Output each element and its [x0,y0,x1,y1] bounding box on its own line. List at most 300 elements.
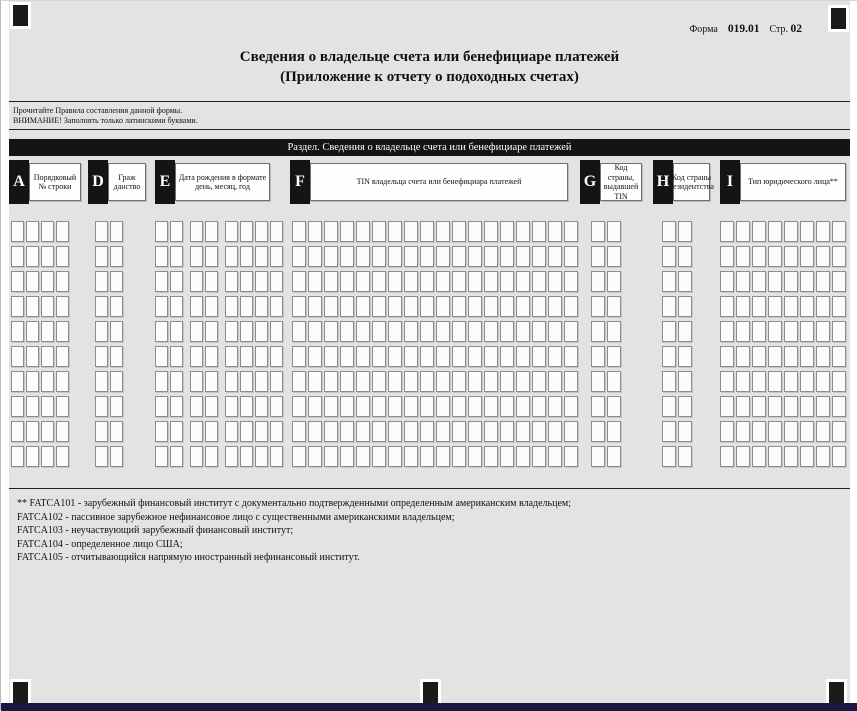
char-box[interactable] [720,396,734,417]
char-box[interactable] [516,296,530,317]
char-box[interactable] [324,321,338,342]
char-box[interactable] [95,421,108,442]
char-box[interactable] [532,371,546,392]
char-box[interactable] [500,346,514,367]
char-box[interactable] [95,296,108,317]
char-box[interactable] [26,371,39,392]
char-box[interactable] [356,371,370,392]
char-box[interactable] [155,296,168,317]
char-box[interactable] [205,246,218,267]
char-box[interactable] [678,221,692,242]
char-box[interactable] [308,396,322,417]
char-box[interactable] [240,446,253,467]
char-box[interactable] [548,296,562,317]
char-box[interactable] [95,246,108,267]
char-box[interactable] [800,346,814,367]
char-box[interactable] [324,446,338,467]
char-box[interactable] [292,271,306,292]
char-box[interactable] [548,346,562,367]
char-box[interactable] [324,221,338,242]
char-box[interactable] [404,321,418,342]
char-box[interactable] [484,321,498,342]
char-box[interactable] [225,371,238,392]
char-box[interactable] [607,221,621,242]
char-box[interactable] [784,346,798,367]
char-box[interactable] [452,271,466,292]
char-box[interactable] [255,271,268,292]
char-box[interactable] [607,371,621,392]
char-box[interactable] [678,421,692,442]
char-box[interactable] [564,446,578,467]
char-box[interactable] [388,296,402,317]
char-box[interactable] [324,421,338,442]
char-box[interactable] [356,421,370,442]
char-box[interactable] [292,421,306,442]
char-box[interactable] [484,246,498,267]
char-box[interactable] [752,321,766,342]
char-box[interactable] [607,396,621,417]
char-box[interactable] [832,321,846,342]
char-box[interactable] [564,321,578,342]
char-box[interactable] [662,321,676,342]
char-box[interactable] [516,371,530,392]
char-box[interactable] [591,321,605,342]
char-box[interactable] [240,321,253,342]
char-box[interactable] [564,346,578,367]
char-box[interactable] [308,296,322,317]
char-box[interactable] [500,321,514,342]
char-box[interactable] [752,246,766,267]
char-box[interactable] [388,321,402,342]
char-box[interactable] [205,396,218,417]
char-box[interactable] [678,321,692,342]
char-box[interactable] [832,221,846,242]
char-box[interactable] [270,246,283,267]
char-box[interactable] [736,271,750,292]
char-box[interactable] [736,246,750,267]
char-box[interactable] [11,271,24,292]
char-box[interactable] [736,446,750,467]
char-box[interactable] [292,221,306,242]
char-box[interactable] [340,271,354,292]
char-box[interactable] [308,446,322,467]
char-box[interactable] [436,446,450,467]
char-box[interactable] [110,296,123,317]
char-box[interactable] [95,446,108,467]
char-box[interactable] [26,421,39,442]
char-box[interactable] [591,271,605,292]
char-box[interactable] [155,246,168,267]
char-box[interactable] [372,421,386,442]
char-box[interactable] [678,446,692,467]
char-box[interactable] [255,296,268,317]
char-box[interactable] [308,221,322,242]
char-box[interactable] [110,446,123,467]
char-box[interactable] [816,246,830,267]
char-box[interactable] [110,421,123,442]
char-box[interactable] [110,271,123,292]
char-box[interactable] [270,271,283,292]
char-box[interactable] [292,446,306,467]
char-box[interactable] [720,321,734,342]
char-box[interactable] [720,296,734,317]
char-box[interactable] [532,321,546,342]
char-box[interactable] [324,271,338,292]
char-box[interactable] [420,296,434,317]
char-box[interactable] [720,421,734,442]
char-box[interactable] [484,271,498,292]
char-box[interactable] [678,271,692,292]
char-box[interactable] [436,371,450,392]
char-box[interactable] [404,221,418,242]
char-box[interactable] [372,321,386,342]
char-box[interactable] [516,446,530,467]
char-box[interactable] [816,421,830,442]
char-box[interactable] [816,396,830,417]
char-box[interactable] [452,221,466,242]
char-box[interactable] [110,221,123,242]
char-box[interactable] [240,271,253,292]
char-box[interactable] [190,221,203,242]
char-box[interactable] [41,446,54,467]
char-box[interactable] [255,396,268,417]
char-box[interactable] [532,396,546,417]
char-box[interactable] [484,346,498,367]
char-box[interactable] [516,396,530,417]
char-box[interactable] [340,221,354,242]
char-box[interactable] [41,346,54,367]
char-box[interactable] [484,296,498,317]
char-box[interactable] [95,271,108,292]
char-box[interactable] [468,421,482,442]
char-box[interactable] [240,396,253,417]
char-box[interactable] [736,221,750,242]
char-box[interactable] [784,246,798,267]
char-box[interactable] [720,446,734,467]
char-box[interactable] [768,396,782,417]
char-box[interactable] [548,396,562,417]
char-box[interactable] [270,296,283,317]
char-box[interactable] [752,446,766,467]
char-box[interactable] [155,371,168,392]
char-box[interactable] [548,271,562,292]
char-box[interactable] [95,371,108,392]
char-box[interactable] [190,371,203,392]
char-box[interactable] [170,246,183,267]
char-box[interactable] [292,321,306,342]
char-box[interactable] [308,421,322,442]
char-box[interactable] [548,371,562,392]
char-box[interactable] [155,321,168,342]
char-box[interactable] [564,296,578,317]
char-box[interactable] [784,396,798,417]
char-box[interactable] [170,371,183,392]
char-box[interactable] [372,296,386,317]
char-box[interactable] [255,421,268,442]
char-box[interactable] [500,246,514,267]
char-box[interactable] [768,321,782,342]
char-box[interactable] [205,346,218,367]
char-box[interactable] [170,271,183,292]
char-box[interactable] [340,321,354,342]
char-box[interactable] [564,246,578,267]
char-box[interactable] [452,296,466,317]
char-box[interactable] [832,421,846,442]
char-box[interactable] [816,271,830,292]
char-box[interactable] [270,346,283,367]
char-box[interactable] [768,446,782,467]
char-box[interactable] [41,396,54,417]
char-box[interactable] [190,421,203,442]
char-box[interactable] [532,296,546,317]
char-box[interactable] [564,371,578,392]
char-box[interactable] [340,296,354,317]
char-box[interactable] [452,371,466,392]
char-box[interactable] [752,371,766,392]
char-box[interactable] [832,346,846,367]
char-box[interactable] [190,346,203,367]
char-box[interactable] [255,321,268,342]
char-box[interactable] [404,271,418,292]
char-box[interactable] [56,396,69,417]
char-box[interactable] [110,321,123,342]
char-box[interactable] [225,421,238,442]
char-box[interactable] [388,246,402,267]
char-box[interactable] [420,271,434,292]
char-box[interactable] [324,396,338,417]
char-box[interactable] [662,396,676,417]
char-box[interactable] [832,271,846,292]
char-box[interactable] [564,421,578,442]
char-box[interactable] [356,321,370,342]
char-box[interactable] [500,371,514,392]
char-box[interactable] [678,396,692,417]
char-box[interactable] [292,296,306,317]
char-box[interactable] [340,446,354,467]
char-box[interactable] [516,346,530,367]
char-box[interactable] [832,296,846,317]
char-box[interactable] [607,346,621,367]
char-box[interactable] [240,221,253,242]
char-box[interactable] [436,321,450,342]
char-box[interactable] [800,296,814,317]
char-box[interactable] [452,346,466,367]
char-box[interactable] [736,346,750,367]
char-box[interactable] [720,346,734,367]
char-box[interactable] [155,396,168,417]
char-box[interactable] [816,321,830,342]
char-box[interactable] [736,321,750,342]
char-box[interactable] [41,221,54,242]
char-box[interactable] [240,246,253,267]
char-box[interactable] [452,446,466,467]
char-box[interactable] [41,421,54,442]
char-box[interactable] [26,396,39,417]
char-box[interactable] [170,296,183,317]
char-box[interactable] [468,296,482,317]
char-box[interactable] [404,396,418,417]
char-box[interactable] [436,246,450,267]
char-box[interactable] [292,371,306,392]
char-box[interactable] [500,296,514,317]
char-box[interactable] [205,271,218,292]
char-box[interactable] [662,246,676,267]
char-box[interactable] [752,421,766,442]
char-box[interactable] [388,346,402,367]
char-box[interactable] [816,296,830,317]
char-box[interactable] [436,421,450,442]
char-box[interactable] [468,246,482,267]
char-box[interactable] [404,296,418,317]
char-box[interactable] [784,221,798,242]
char-box[interactable] [591,396,605,417]
char-box[interactable] [816,446,830,467]
char-box[interactable] [270,371,283,392]
char-box[interactable] [110,246,123,267]
char-box[interactable] [832,246,846,267]
char-box[interactable] [768,371,782,392]
char-box[interactable] [56,321,69,342]
char-box[interactable] [225,321,238,342]
char-box[interactable] [420,446,434,467]
char-box[interactable] [662,371,676,392]
char-box[interactable] [591,421,605,442]
char-box[interactable] [41,271,54,292]
char-box[interactable] [500,396,514,417]
char-box[interactable] [340,396,354,417]
char-box[interactable] [548,446,562,467]
char-box[interactable] [816,346,830,367]
char-box[interactable] [532,346,546,367]
char-box[interactable] [484,371,498,392]
char-box[interactable] [736,296,750,317]
char-box[interactable] [468,346,482,367]
char-box[interactable] [436,346,450,367]
char-box[interactable] [662,421,676,442]
char-box[interactable] [816,371,830,392]
char-box[interactable] [662,221,676,242]
char-box[interactable] [225,396,238,417]
char-box[interactable] [420,346,434,367]
char-box[interactable] [255,346,268,367]
char-box[interactable] [340,371,354,392]
char-box[interactable] [255,446,268,467]
char-box[interactable] [240,296,253,317]
char-box[interactable] [436,271,450,292]
char-box[interactable] [292,246,306,267]
char-box[interactable] [607,321,621,342]
char-box[interactable] [678,371,692,392]
char-box[interactable] [452,246,466,267]
char-box[interactable] [308,271,322,292]
char-box[interactable] [436,296,450,317]
char-box[interactable] [41,246,54,267]
char-box[interactable] [388,271,402,292]
char-box[interactable] [308,346,322,367]
char-box[interactable] [190,446,203,467]
char-box[interactable] [564,271,578,292]
char-box[interactable] [800,421,814,442]
char-box[interactable] [56,371,69,392]
char-box[interactable] [484,221,498,242]
char-box[interactable] [420,421,434,442]
char-box[interactable] [324,246,338,267]
char-box[interactable] [356,446,370,467]
char-box[interactable] [56,246,69,267]
char-box[interactable] [190,246,203,267]
char-box[interactable] [190,271,203,292]
char-box[interactable] [800,246,814,267]
char-box[interactable] [205,221,218,242]
char-box[interactable] [56,296,69,317]
char-box[interactable] [468,446,482,467]
char-box[interactable] [768,421,782,442]
char-box[interactable] [255,371,268,392]
char-box[interactable] [56,346,69,367]
char-box[interactable] [26,346,39,367]
char-box[interactable] [41,321,54,342]
char-box[interactable] [832,396,846,417]
char-box[interactable] [255,221,268,242]
char-box[interactable] [56,221,69,242]
char-box[interactable] [170,421,183,442]
char-box[interactable] [190,321,203,342]
char-box[interactable] [516,246,530,267]
char-box[interactable] [170,396,183,417]
char-box[interactable] [591,446,605,467]
char-box[interactable] [240,421,253,442]
char-box[interactable] [516,421,530,442]
char-box[interactable] [340,346,354,367]
char-box[interactable] [720,271,734,292]
char-box[interactable] [155,221,168,242]
char-box[interactable] [468,271,482,292]
char-box[interactable] [420,396,434,417]
char-box[interactable] [388,446,402,467]
char-box[interactable] [11,246,24,267]
char-box[interactable] [436,221,450,242]
char-box[interactable] [225,246,238,267]
char-box[interactable] [356,221,370,242]
char-box[interactable] [11,396,24,417]
char-box[interactable] [678,346,692,367]
char-box[interactable] [468,321,482,342]
char-box[interactable] [784,321,798,342]
char-box[interactable] [548,246,562,267]
char-box[interactable] [752,271,766,292]
char-box[interactable] [784,421,798,442]
char-box[interactable] [324,371,338,392]
char-box[interactable] [768,221,782,242]
char-box[interactable] [564,396,578,417]
char-box[interactable] [768,296,782,317]
char-box[interactable] [607,446,621,467]
char-box[interactable] [800,221,814,242]
char-box[interactable] [240,346,253,367]
char-box[interactable] [170,221,183,242]
char-box[interactable] [720,221,734,242]
char-box[interactable] [372,221,386,242]
char-box[interactable] [372,446,386,467]
char-box[interactable] [225,446,238,467]
char-box[interactable] [170,346,183,367]
char-box[interactable] [752,396,766,417]
char-box[interactable] [404,246,418,267]
char-box[interactable] [26,446,39,467]
char-box[interactable] [372,246,386,267]
char-box[interactable] [170,446,183,467]
char-box[interactable] [270,421,283,442]
